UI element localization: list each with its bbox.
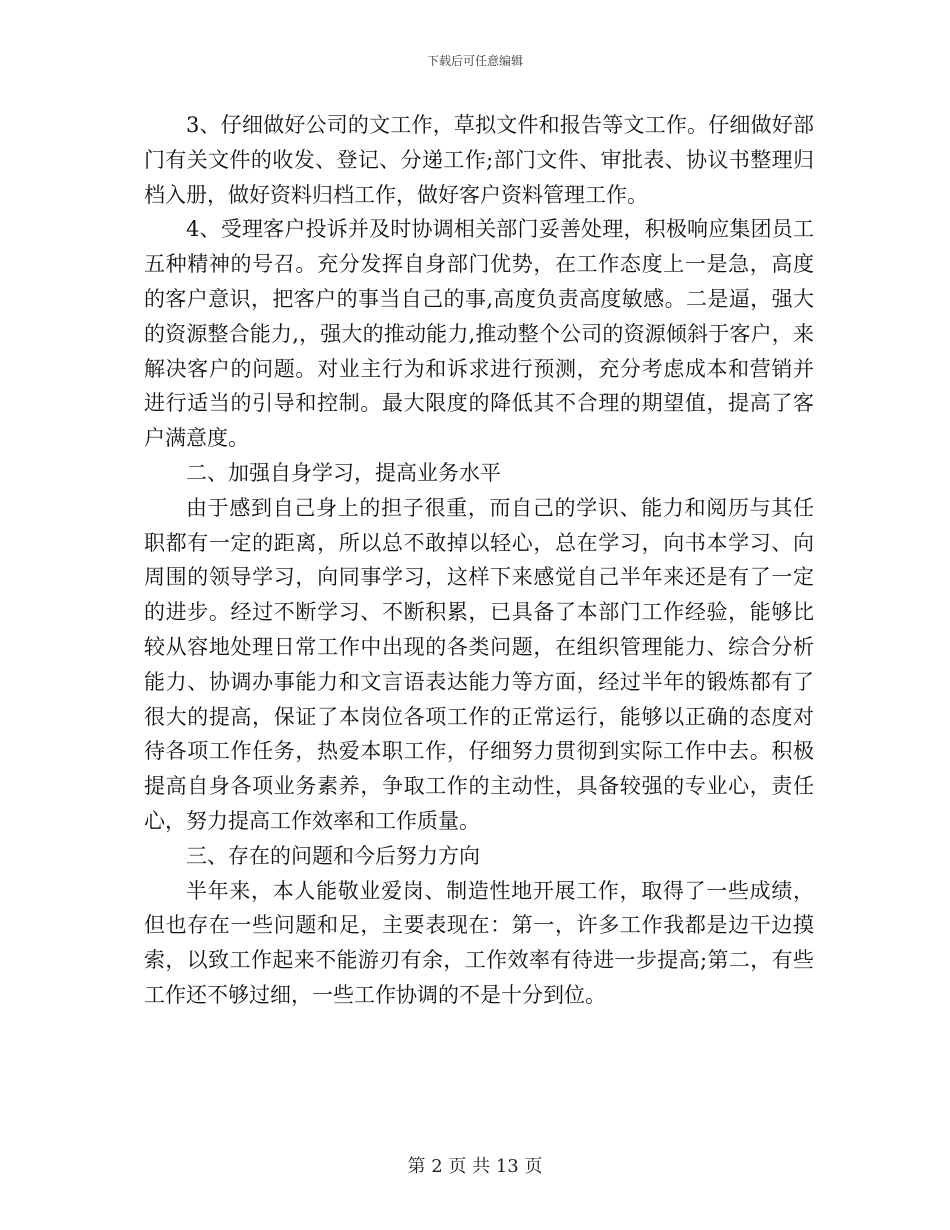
paragraph-item-4: 4、受理客户投诉并及时协调相关部门妥善处理，积极响应集团员工五种精神的号召。充分发挥自身部门优势，在工作态度上一是急，高度的客户意识，把客户的事当自己的事,高度负责高度敏感。二是逼，强大的资源整合能力,，强大的推动能力,推动整个公司的资源倾斜于客户，来解决客户的问题。对业主行为和诉求进行预测，充分考虑成本和营销并进行适当的引导和控制。最大限度的降低其不合理的期望值，提高了客户满意度。 [144,217,814,451]
page-header: 下载后可任意编辑 [426,54,523,68]
paragraph-problems: 半年来，本人能敬业爱岗、制造性地开展工作，取得了一些成绩，但也存在一些问题和足，主要表现在：第一，许多工作我都是边干边摸索，以致工作起来不能游刃有余，工作效率有待进一步提高;第二，有些工作还不够过细，一些工作协调的不是十分到位。 [144,878,814,1007]
document-body [144,108,814,1013]
paragraph-item-3: 3、仔细做好公司的文工作，草拟文件和报告等文工作。仔细做好部门有关文件的收发、登记、分递工作;部门文件、审批表、协议书整理归档入册，做好资料归档工作，做好客户资料管理工作。 [144,113,814,207]
page-footer: 第 2 页 共 13 页 [407,1156,543,1177]
paragraph-study: 由于感到自己身上的担子很重，而自己的学识、能力和阅历与其任职都有一定的距离，所以总不敢掉以轻心，总在学习，向书本学习、向周围的领导学习，向同事学习，这样下来感觉自己半年来还是有了一定的进步。经过不断学习、不断积累，已具备了本部门工作经验，能够比较从容地处理日常工作中出现的各类问题，在组织管理能力、综合分析能力、协调办事能力和文言语表达能力等方面，经过半年的锻炼都有了很大的提高，保证了本岗位各项工作的正常运行，能够以正确的态度对待各项工作任务，热爱本职工作，仔细努力贯彻到实际工作中去。积极提高自身各项业务素养，争取工作的主动性，具备较强的专业心，责任心，努力提高工作效率和工作质量。 [144,495,814,833]
section-heading-study: 二、加强自身学习，提高业务水平 [186,460,501,485]
section-heading-problems: 三、存在的问题和今后努力方向 [186,843,480,868]
